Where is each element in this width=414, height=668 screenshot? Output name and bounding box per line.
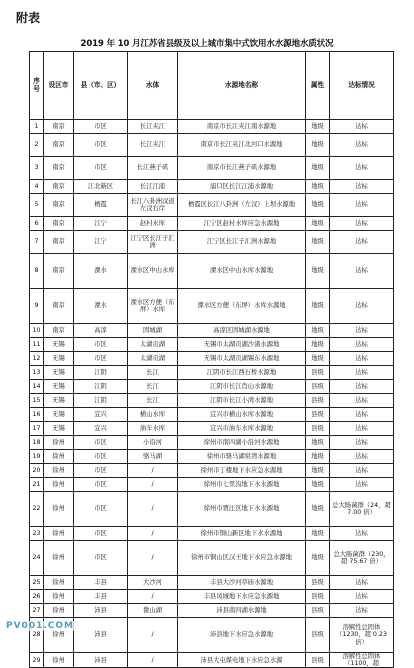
cell-source-name: 宜兴市横山水库水源地 xyxy=(178,408,306,422)
cell-status: 溶解性总固体（1230，超 0.23 倍） xyxy=(330,618,394,653)
cell-city: 南京 xyxy=(44,157,74,180)
cell-county: 高淳 xyxy=(74,324,128,338)
cell-status: 达标 xyxy=(330,194,394,217)
table-row xyxy=(30,576,394,590)
table-row xyxy=(30,180,394,194)
table-row xyxy=(30,408,394,422)
cell-county: 市区 xyxy=(74,338,128,352)
cell-attribute: 地级 xyxy=(306,324,330,338)
cell-no: 25 xyxy=(30,576,44,590)
table-row xyxy=(30,134,394,157)
cell-status: 达标 xyxy=(330,157,394,180)
table-row xyxy=(30,289,394,324)
cell-water-body: / xyxy=(128,618,178,653)
cell-no: 23 xyxy=(30,527,44,541)
cell-water-body: / xyxy=(128,492,178,527)
cell-water-body: 赵村水库 xyxy=(128,217,178,231)
cell-no: 20 xyxy=(30,464,44,478)
cell-status: 达标 xyxy=(330,366,394,380)
table-row xyxy=(30,618,394,653)
cell-county: 沛县 xyxy=(74,604,128,618)
cell-attribute: 县级 xyxy=(306,590,330,604)
cell-status: 达标 xyxy=(330,180,394,194)
cell-city: 徐州 xyxy=(44,576,74,590)
cell-source-name: 丰县大沙河草庙水源地 xyxy=(178,576,306,590)
cell-attribute: 地级 xyxy=(306,492,330,527)
header-status: 达标情况 xyxy=(330,52,394,120)
cell-water-body: 长江夹江 xyxy=(128,120,178,134)
cell-city: 无锡 xyxy=(44,380,74,394)
cell-attribute: 县级 xyxy=(306,604,330,618)
cell-county: 宜兴 xyxy=(74,408,128,422)
cell-water-body: 长江 xyxy=(128,394,178,408)
cell-attribute: 地级 xyxy=(306,464,330,478)
cell-no: 2 xyxy=(30,134,44,157)
cell-status: 达标 xyxy=(330,338,394,352)
cell-status: 达标 xyxy=(330,352,394,366)
cell-attribute: 地级 xyxy=(306,194,330,217)
cell-water-body: 长江八卦洲汊道左汊右岸 xyxy=(128,194,178,217)
cell-status: 达标 xyxy=(330,254,394,289)
watermark: PV001.COM xyxy=(6,621,74,631)
cell-no: 21 xyxy=(30,478,44,492)
table-row xyxy=(30,590,394,604)
cell-attribute: 地级 xyxy=(306,120,330,134)
table-row xyxy=(30,541,394,576)
cell-source-name: 徐州市铜山区汉王地下水应急水源地 xyxy=(178,541,306,576)
cell-county: 溧水 xyxy=(74,289,128,324)
table-row xyxy=(30,653,394,668)
cell-attribute: 县级 xyxy=(306,380,330,394)
cell-city: 南京 xyxy=(44,231,74,254)
cell-no: 11 xyxy=(30,338,44,352)
cell-water-body: 长江 xyxy=(128,366,178,380)
cell-water-body: 骆马湖 xyxy=(128,450,178,464)
cell-attribute: 县级 xyxy=(306,618,330,653)
cell-county: 江宁 xyxy=(74,231,128,254)
cell-no: 17 xyxy=(30,422,44,436)
cell-attribute: 地级 xyxy=(306,157,330,180)
cell-city: 南京 xyxy=(44,254,74,289)
cell-no: 22 xyxy=(30,492,44,527)
header-attribute: 属性 xyxy=(306,52,330,120)
cell-city: 徐州 xyxy=(44,464,74,478)
cell-county: 宜兴 xyxy=(74,422,128,436)
cell-no: 13 xyxy=(30,366,44,380)
cell-water-body: / xyxy=(128,464,178,478)
table-header-row xyxy=(30,52,394,120)
cell-status: 达标 xyxy=(330,527,394,541)
cell-city: 徐州 xyxy=(44,478,74,492)
cell-source-name: 江阴市长江西石桥水源地 xyxy=(178,366,306,380)
table-row xyxy=(30,492,394,527)
cell-status: 总大肠菌群（230，超 75.67 倍） xyxy=(330,541,394,576)
table-row xyxy=(30,527,394,541)
table-body xyxy=(30,120,394,668)
cell-county: 市区 xyxy=(74,478,128,492)
cell-county: 市区 xyxy=(74,120,128,134)
cell-county: 江宁 xyxy=(74,217,128,231)
cell-no: 6 xyxy=(30,217,44,231)
cell-county: 市区 xyxy=(74,541,128,576)
cell-county: 栖霞 xyxy=(74,194,128,217)
cell-status: 达标 xyxy=(330,134,394,157)
cell-city: 徐州 xyxy=(44,653,74,668)
cell-attribute: 地级 xyxy=(306,231,330,254)
cell-water-body: 横山水库 xyxy=(128,408,178,422)
cell-water-body: 长江夹江 xyxy=(128,134,178,157)
cell-status: 达标 xyxy=(330,436,394,450)
table-row xyxy=(30,338,394,352)
cell-attribute: 地级 xyxy=(306,254,330,289)
cell-no: 18 xyxy=(30,436,44,450)
cell-status: 达标 xyxy=(330,408,394,422)
cell-county: 市区 xyxy=(74,436,128,450)
table-row xyxy=(30,352,394,366)
cell-status: 总大肠菌群（24，超 7.00 倍） xyxy=(330,492,394,527)
table-row xyxy=(30,380,394,394)
table-row xyxy=(30,194,394,217)
cell-source-name: 南京市长江夹江南水源地 xyxy=(178,120,306,134)
table-row xyxy=(30,217,394,231)
cell-source-name: 南京市长江燕子矶水源地 xyxy=(178,157,306,180)
cell-county: 市区 xyxy=(74,450,128,464)
cell-status: 达标 xyxy=(330,394,394,408)
cell-attribute: 地级 xyxy=(306,352,330,366)
cell-city: 徐州 xyxy=(44,604,74,618)
cell-county: 市区 xyxy=(74,134,128,157)
header-no: 序号 xyxy=(30,52,44,120)
cell-source-name: 高淳区固城湖水源地 xyxy=(178,324,306,338)
cell-source-name: 徐州市铜山新区地下水水源地 xyxy=(178,527,306,541)
cell-no: 1 xyxy=(30,120,44,134)
header-county: 县（市、区） xyxy=(74,52,128,120)
table-row xyxy=(30,157,394,180)
cell-source-name: 无锡市太湖贡湖沙渚水源地 xyxy=(178,338,306,352)
cell-status: 达标 xyxy=(330,324,394,338)
cell-no: 26 xyxy=(30,590,44,604)
cell-source-name: 南京市长江夹江北河口水源地 xyxy=(178,134,306,157)
cell-status: 达标 xyxy=(330,380,394,394)
cell-city: 徐州 xyxy=(44,541,74,576)
table-title: 2019 年 10 月江苏省县级及以上城市集中式饮用水水源地水质状况 xyxy=(80,39,334,49)
table-row xyxy=(30,120,394,134)
cell-no: 10 xyxy=(30,324,44,338)
cell-status: 达标 xyxy=(330,604,394,618)
cell-city: 徐州 xyxy=(44,590,74,604)
header-source-name: 水源地名称 xyxy=(178,52,306,120)
cell-status: 达标 xyxy=(330,478,394,492)
cell-county: 丰县 xyxy=(74,576,128,590)
cell-source-name: 徐州市骆马湖窑湾水源地 xyxy=(178,450,306,464)
cell-no: 29 xyxy=(30,653,44,668)
cell-status: 达标 xyxy=(330,422,394,436)
cell-attribute: 地级 xyxy=(306,478,330,492)
table-row xyxy=(30,604,394,618)
cell-city: 徐州 xyxy=(44,436,74,450)
cell-water-body: / xyxy=(128,527,178,541)
cell-attribute: 地级 xyxy=(306,338,330,352)
cell-water-body: 太湖贡湖 xyxy=(128,338,178,352)
cell-county: 江北新区 xyxy=(74,180,128,194)
cell-attribute: 县级 xyxy=(306,366,330,380)
table-row xyxy=(30,324,394,338)
cell-source-name: 徐州市南四湖小沿河水源地 xyxy=(178,436,306,450)
cell-city: 无锡 xyxy=(44,422,74,436)
cell-source-name: 无锡市太湖贡湖锡东水源地 xyxy=(178,352,306,366)
cell-water-body: 油车水库 xyxy=(128,422,178,436)
cell-source-name: 沛县南四湖水源地 xyxy=(178,604,306,618)
cell-attribute: 地级 xyxy=(306,450,330,464)
cell-source-name: 溧水区方便（东屏）水库水源地 xyxy=(178,289,306,324)
cell-no: 5 xyxy=(30,194,44,217)
cell-no: 4 xyxy=(30,180,44,194)
cell-no: 8 xyxy=(30,254,44,289)
cell-status: 达标 xyxy=(330,289,394,324)
cell-attribute: 地级 xyxy=(306,436,330,450)
cell-water-body: 江宁区长江子汇洲 xyxy=(128,231,178,254)
cell-status: 达标 xyxy=(330,576,394,590)
cell-no: 12 xyxy=(30,352,44,366)
cell-city: 徐州 xyxy=(44,450,74,464)
cell-water-body: 太湖贡湖 xyxy=(128,352,178,366)
header-city: 设区市 xyxy=(44,52,74,120)
cell-attribute: 地级 xyxy=(306,289,330,324)
cell-no: 24 xyxy=(30,541,44,576)
cell-city: 无锡 xyxy=(44,394,74,408)
cell-water-body: 溧水区方便（东屏）水库 xyxy=(128,289,178,324)
cell-city: 南京 xyxy=(44,194,74,217)
cell-no: 15 xyxy=(30,394,44,408)
cell-attribute: 县级 xyxy=(306,653,330,668)
table-row xyxy=(30,422,394,436)
cell-source-name: 栖霞区长江八卦洲（左汊）上坝水源地 xyxy=(178,194,306,217)
cell-no: 9 xyxy=(30,289,44,324)
cell-source-name: 丰县凤城地下水应急水源地 xyxy=(178,590,306,604)
cell-source-name: 沛县地下水应急水源地 xyxy=(178,618,306,653)
cell-attribute: 地级 xyxy=(306,180,330,194)
table-row xyxy=(30,394,394,408)
cell-no: 3 xyxy=(30,157,44,180)
table-row xyxy=(30,231,394,254)
table-row xyxy=(30,436,394,450)
cell-status: 溶解性总固体（1100，超 xyxy=(330,653,394,668)
cell-source-name: 徐州市贾汪区地下水水源地 xyxy=(178,492,306,527)
cell-no: 7 xyxy=(30,231,44,254)
cell-no: 19 xyxy=(30,450,44,464)
cell-county: 市区 xyxy=(74,464,128,478)
cell-water-body: 大沙河 xyxy=(128,576,178,590)
cell-water-body: 长江燕子矶 xyxy=(128,157,178,180)
cell-city: 徐州 xyxy=(44,527,74,541)
cell-source-name: 江宁区长江子汇洲水源地 xyxy=(178,231,306,254)
cell-status: 达标 xyxy=(330,590,394,604)
cell-attribute: 地级 xyxy=(306,134,330,157)
cell-county: 沛县 xyxy=(74,618,128,653)
cell-county: 市区 xyxy=(74,492,128,527)
cell-no: 16 xyxy=(30,408,44,422)
cell-city: 南京 xyxy=(44,120,74,134)
cell-city: 南京 xyxy=(44,180,74,194)
cell-city: 无锡 xyxy=(44,338,74,352)
cell-water-body: / xyxy=(128,541,178,576)
cell-status: 达标 xyxy=(330,120,394,134)
cell-source-name: 江宁区赵村水库应急水源地 xyxy=(178,217,306,231)
cell-attribute: 县级 xyxy=(306,576,330,590)
cell-county: 市区 xyxy=(74,352,128,366)
cell-attribute: 地级 xyxy=(306,541,330,576)
cell-water-body: / xyxy=(128,478,178,492)
cell-water-body: / xyxy=(128,590,178,604)
cell-source-name: 宜兴市油车水库水源地 xyxy=(178,422,306,436)
cell-city: 无锡 xyxy=(44,352,74,366)
table-row xyxy=(30,254,394,289)
water-quality-table xyxy=(29,51,394,668)
cell-status: 达标 xyxy=(330,217,394,231)
cell-county: 市区 xyxy=(74,157,128,180)
cell-no: 14 xyxy=(30,380,44,394)
cell-source-name: 江阴市长江肖山水源地 xyxy=(178,380,306,394)
cell-city: 无锡 xyxy=(44,366,74,380)
cell-no: 28 xyxy=(30,618,44,653)
cell-no: 27 xyxy=(30,604,44,618)
header-water-body: 水体 xyxy=(128,52,178,120)
cell-water-body: 固城湖 xyxy=(128,324,178,338)
cell-attribute: 县级 xyxy=(306,422,330,436)
cell-attribute: 县级 xyxy=(306,408,330,422)
cell-source-name: 徐州市丁楼地下水应急水源地 xyxy=(178,464,306,478)
cell-county: 江阴 xyxy=(74,366,128,380)
cell-water-body: 溧水区中山水库 xyxy=(128,254,178,289)
cell-city: 南京 xyxy=(44,289,74,324)
cell-source-name: 浦口区长江江浦水源地 xyxy=(178,180,306,194)
cell-county: 市区 xyxy=(74,527,128,541)
cell-source-name: 沛县大屯煤电地下水应急水源 xyxy=(178,653,306,668)
cell-water-body: 长江 xyxy=(128,380,178,394)
table-row xyxy=(30,366,394,380)
cell-status: 达标 xyxy=(330,464,394,478)
cell-water-body: 微山湖 xyxy=(128,604,178,618)
cell-county: 沛县 xyxy=(74,653,128,668)
cell-status: 达标 xyxy=(330,231,394,254)
cell-attribute: 地级 xyxy=(306,527,330,541)
cell-city: 南京 xyxy=(44,134,74,157)
appendix-label: 附表 xyxy=(16,11,41,25)
cell-water-body: 小沿河 xyxy=(128,436,178,450)
cell-city: 南京 xyxy=(44,217,74,231)
cell-city: 南京 xyxy=(44,324,74,338)
cell-source-name: 溧水区中山水库水源地 xyxy=(178,254,306,289)
cell-attribute: 县级 xyxy=(306,394,330,408)
cell-county: 丰县 xyxy=(74,590,128,604)
cell-county: 江阴 xyxy=(74,394,128,408)
cell-status: 达标 xyxy=(330,450,394,464)
cell-water-body: 长江江浦 xyxy=(128,180,178,194)
cell-attribute: 地级 xyxy=(306,217,330,231)
cell-city: 无锡 xyxy=(44,408,74,422)
cell-source-name: 江阴市长江小湾水源地 xyxy=(178,394,306,408)
table-row xyxy=(30,478,394,492)
cell-county: 江阴 xyxy=(74,380,128,394)
cell-city: 徐州 xyxy=(44,618,74,653)
table-row xyxy=(30,464,394,478)
table-row xyxy=(30,450,394,464)
cell-county: 溧水 xyxy=(74,254,128,289)
cell-water-body: / xyxy=(128,653,178,668)
cell-city: 徐州 xyxy=(44,492,74,527)
cell-source-name: 徐州市七里沟地下水水源地 xyxy=(178,478,306,492)
